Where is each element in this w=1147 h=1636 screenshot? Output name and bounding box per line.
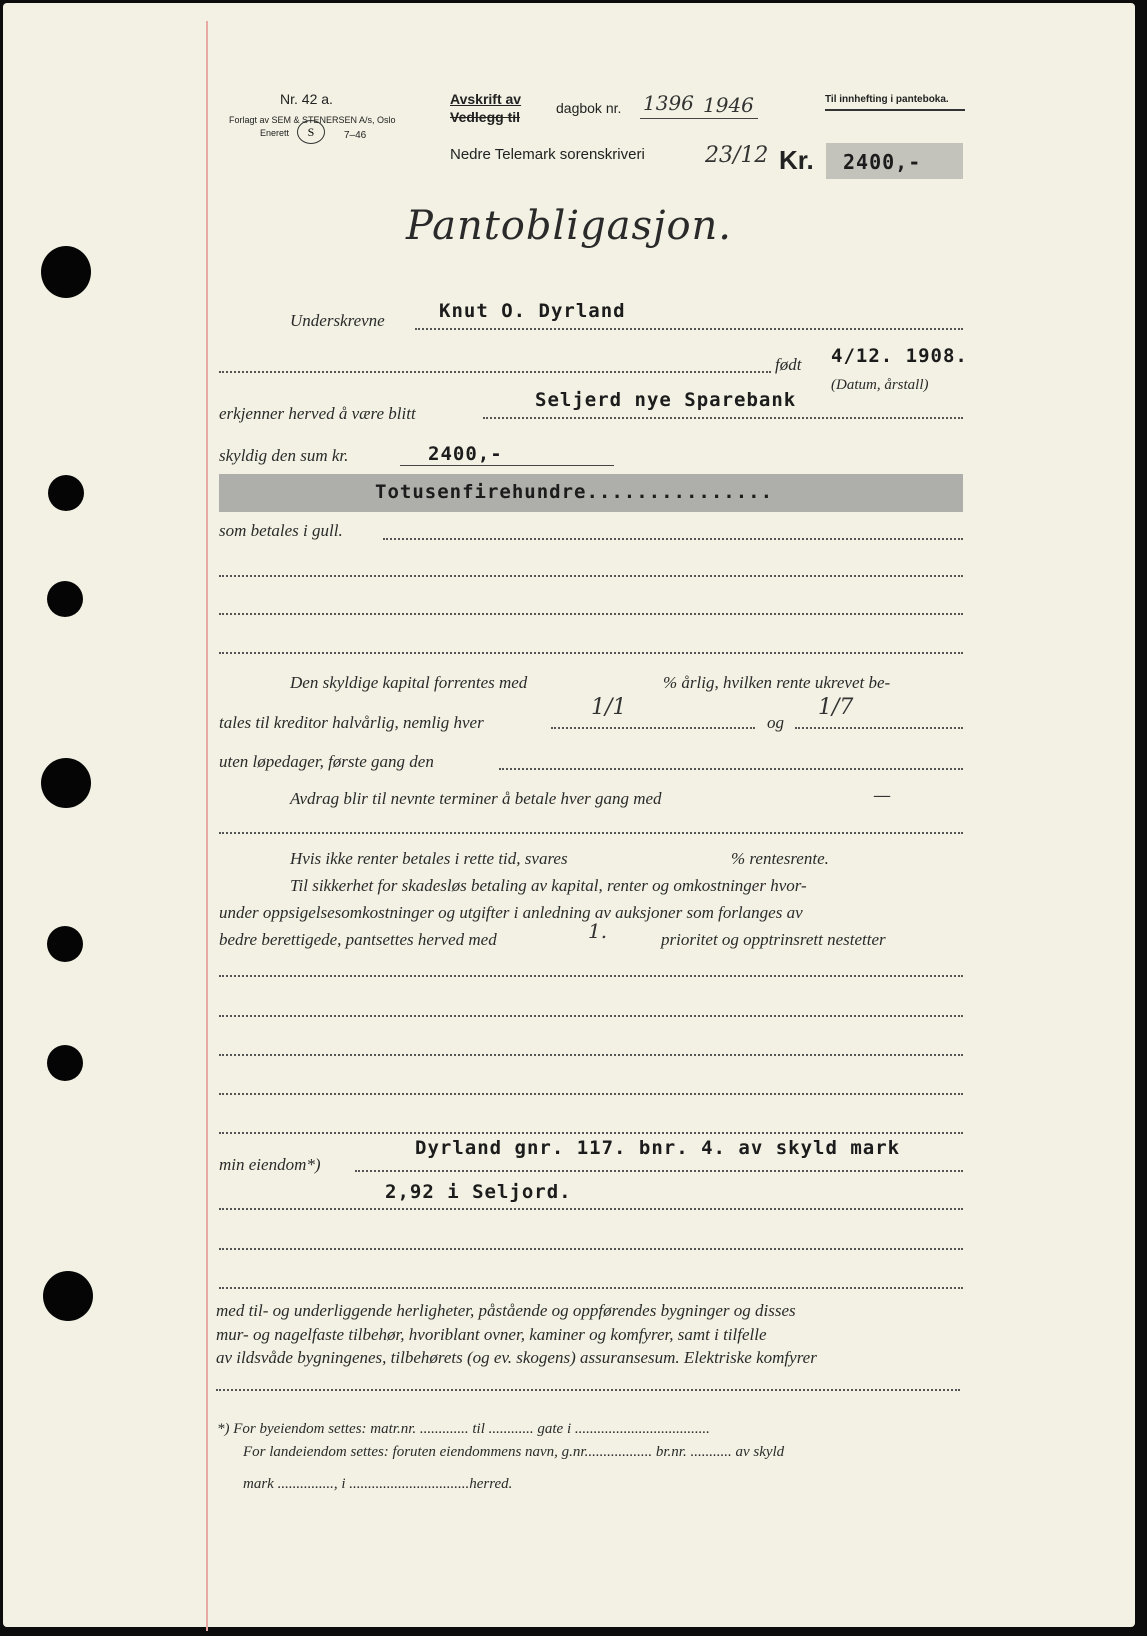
- binder-hole: [48, 475, 84, 511]
- binder-hole: [43, 1271, 93, 1321]
- blank-line: [219, 1248, 963, 1250]
- term-1-line: [551, 727, 755, 729]
- blank-line: [219, 652, 963, 654]
- interest-line-1b: % årlig, hvilken rente ukrevet be-: [663, 673, 891, 692]
- kr-label: Kr.: [779, 145, 814, 175]
- innhefting-label: Til innhefting i panteboka.: [825, 94, 949, 105]
- dagbok-label: dagbok nr.: [556, 100, 622, 116]
- page-title: Pantobligasjon.: [406, 203, 733, 249]
- property-line-1: Dyrland gnr. 117. bnr. 4. av skyld mark: [415, 1137, 901, 1159]
- fodt-lead-line: [219, 371, 771, 373]
- property-rule-2: [219, 1208, 963, 1210]
- datum-label: (Datum, årstall): [831, 377, 929, 393]
- debtor-line: [415, 328, 963, 330]
- publisher-enerett: Enerett: [260, 128, 290, 138]
- blank-line: [219, 975, 963, 977]
- binder-hole: [41, 758, 91, 808]
- closing-line-2: mur- og nagelfaste tilbehør, hvoriblant ovner, kaminer og komfyrer, samt i tilfelle: [216, 1325, 767, 1344]
- binder-hole: [47, 926, 83, 962]
- security-line-2: under oppsigelsesomkostninger og utgifter i anledning av auksjoner som forlanges av: [219, 903, 803, 922]
- footnote-3: mark ..............., i ................................herred.: [243, 1476, 513, 1492]
- term-2: 1/7: [818, 695, 854, 720]
- footnote-2: For landeiendom settes: foruten eiendommens navn, g.nr.................. br.nr. ........... av skyld: [243, 1444, 785, 1460]
- binder-hole: [47, 1045, 83, 1081]
- closing-line-3: av ildsvåde bygningenes, tilbehørets (og ev. skogens) assuransesum. Elektriske komfyrer: [216, 1348, 817, 1367]
- dagbok-number: 1396: [643, 91, 694, 115]
- property-label: min eiendom*): [219, 1155, 321, 1174]
- interest-line-1a: Den skyldige kapital forrentes med: [290, 673, 528, 692]
- renter-label-1: Hvis ikke renter betales i rette tid, svares: [290, 849, 568, 868]
- security-line-1: Til sikkerhet for skadesløs betaling av kapital, renter og omkostninger hvor-: [290, 876, 807, 895]
- blank-line: [219, 1287, 963, 1289]
- blank-line: [219, 1132, 963, 1134]
- betales-label: som betales i gull.: [219, 521, 343, 540]
- blank-line: [219, 575, 963, 577]
- binder-hole: [41, 246, 91, 298]
- dagbok-year: 1946: [703, 93, 754, 117]
- first-date-line: [499, 768, 963, 770]
- security-line-3b: prioritet og opptrinsrett nestetter: [661, 930, 886, 949]
- sum-value: 2400,-: [428, 443, 503, 465]
- innhefting-rule: [825, 109, 965, 111]
- margin-rule: [206, 21, 208, 1631]
- publisher-logo: S: [297, 120, 325, 144]
- interest-line-2a: tales til kreditor halvårlig, nemlig hver: [219, 713, 484, 732]
- sum-line: [400, 465, 614, 466]
- betales-line: [383, 538, 963, 540]
- renter-label-2: % rentesrente.: [731, 849, 829, 868]
- og-label: og: [767, 713, 784, 732]
- property-line-2: 2,92 i Seljord.: [385, 1181, 572, 1203]
- publisher-code: 7–46: [344, 130, 367, 141]
- closing-line-1: med til- og underliggende herligheter, påstående og oppførendes bygninger og disses: [216, 1301, 796, 1320]
- blank-line: [219, 613, 963, 615]
- fodt-label: født: [775, 355, 802, 374]
- undersknevne-label: Underskrevne: [290, 311, 385, 330]
- amount-box-value: 2400,-: [843, 150, 922, 174]
- debtor-name: Knut O. Dyrland: [439, 300, 626, 322]
- avdrag-line: [219, 832, 963, 834]
- avskrift-label: Avskrift av: [450, 91, 522, 107]
- vedlegg-label: Vedlegg til: [450, 109, 521, 125]
- skyldig-label: skyldig den sum kr.: [219, 446, 349, 465]
- closing-rule: [216, 1389, 960, 1391]
- publisher-line: Forlagt av SEM & STENERSEN A/s, Oslo: [229, 115, 396, 125]
- office-name: Nedre Telemark sorenskriveri: [450, 146, 645, 163]
- creditor-line: [483, 417, 963, 419]
- footnote-1: *) For byeiendom settes: matr.nr. ............. til ............ gate i ....................................: [217, 1421, 710, 1437]
- blank-line: [219, 1015, 963, 1017]
- avdrag-label: Avdrag blir til nevnte terminer å betale hver gang med: [290, 789, 662, 808]
- term-2-line: [795, 727, 963, 729]
- dagbok-underline: [640, 118, 758, 119]
- blank-line: [219, 1054, 963, 1056]
- interest-line-3: uten løpedager, første gang den: [219, 752, 434, 771]
- office-date: 23/12: [705, 143, 769, 168]
- term-1: 1/1: [591, 695, 627, 720]
- creditor-name: Seljerd nye Sparebank: [535, 389, 797, 411]
- document-page: [3, 3, 1135, 1627]
- sum-words: Totusenfirehundre...............: [375, 481, 774, 503]
- property-rule-1: [355, 1170, 963, 1172]
- security-line-3a: bedre berettigede, pantsettes herved med: [219, 930, 497, 949]
- erkjenner-label: erkjenner herved å være blitt: [219, 404, 416, 423]
- avdrag-value: —: [873, 785, 891, 806]
- priority-value: 1.: [588, 919, 608, 943]
- form-number: Nr. 42 a.: [280, 91, 333, 107]
- binder-hole: [47, 581, 83, 617]
- fodt-value: 4/12. 1908.: [831, 345, 968, 367]
- blank-line: [219, 1093, 963, 1095]
